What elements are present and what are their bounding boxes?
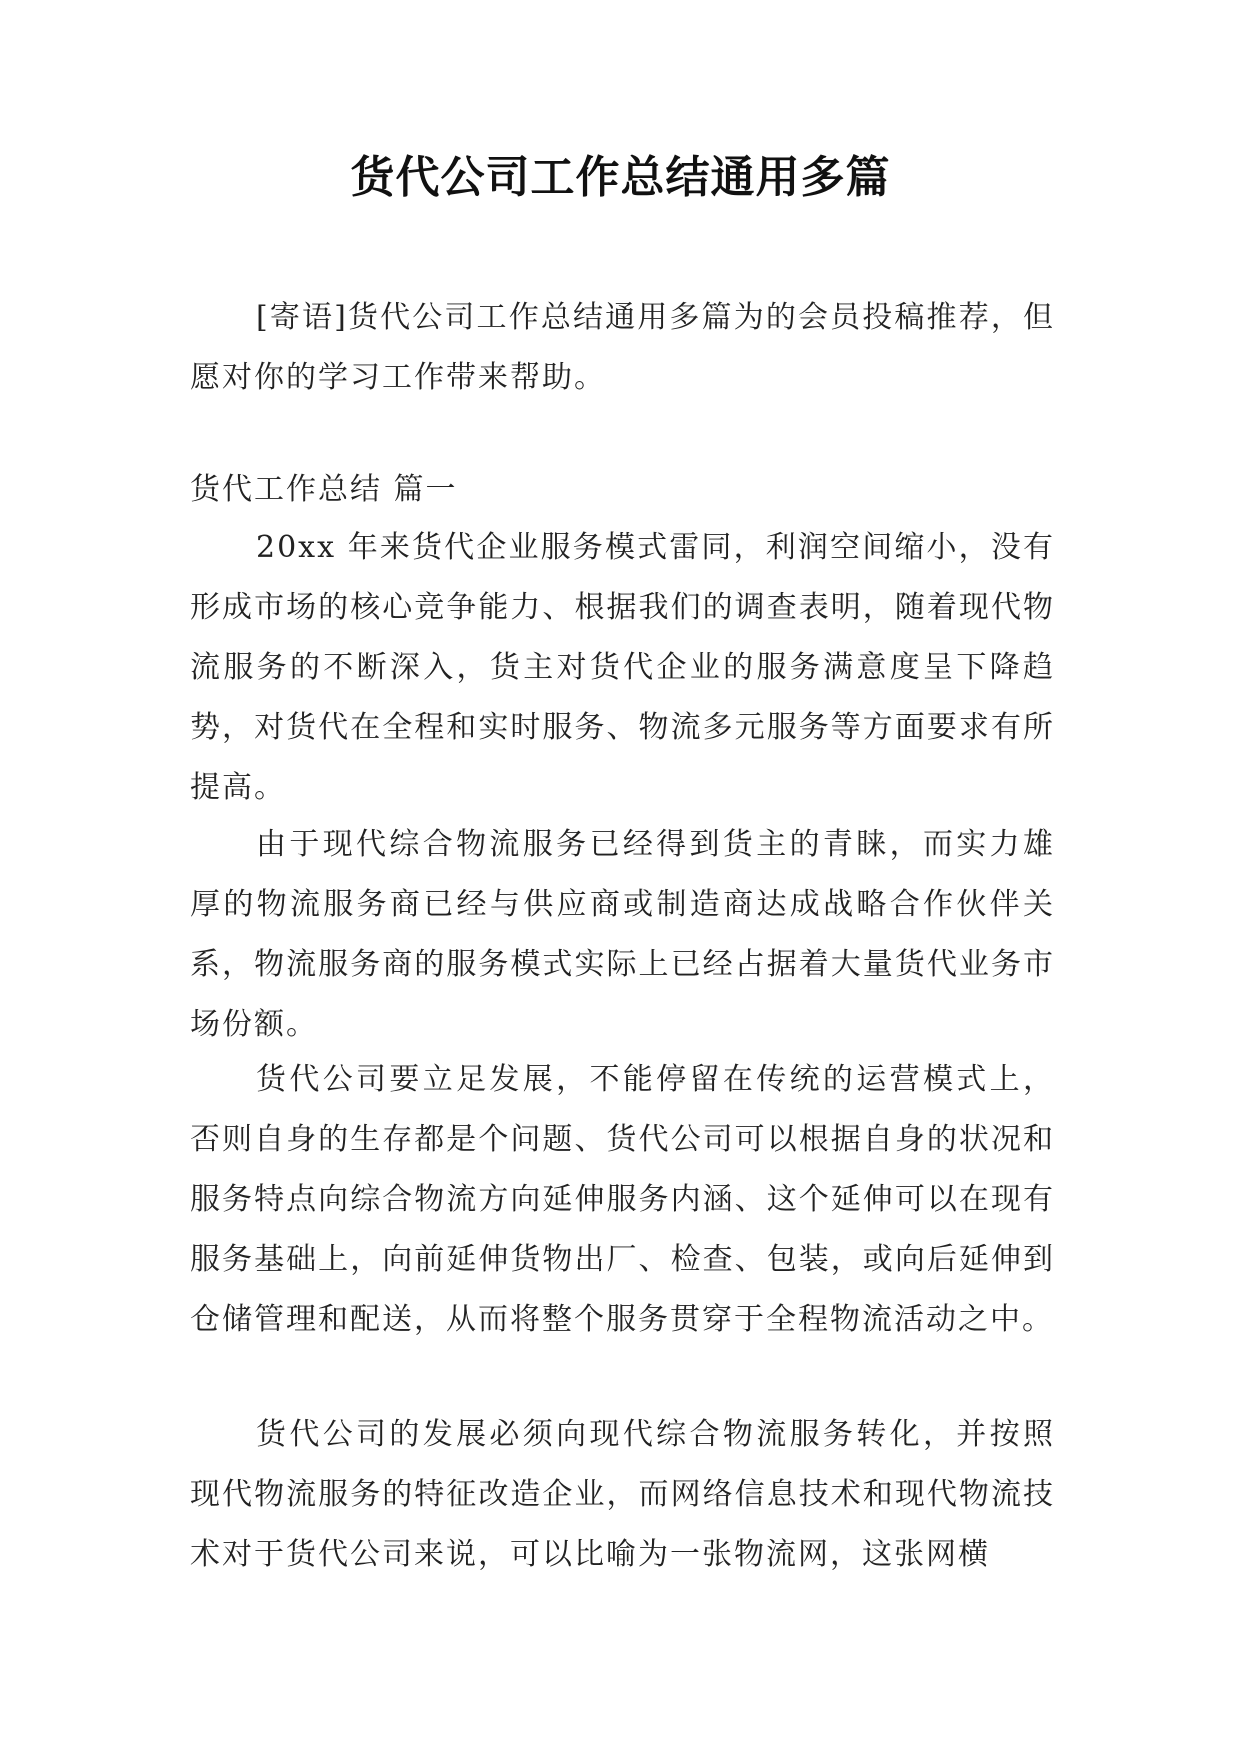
foreword-paragraph: [寄语]货代公司工作总结通用多篇为的会员投稿推荐，但愿对你的学习工作带来帮助。 (190, 300, 1055, 395)
body-paragraph-3: 货代公司要立足发展，不能停留在传统的运营模式上，否则自身的生存都是个问题、货代公司可以根据自身的状况和服务特点向综合物流方向延伸服务内涵、这个延伸可以在现有服务基础上，向前延伸货物出厂、检查、包装，或向后延伸到仓储管理和配送，从而将整个服务贯穿于全程物流活动之中。 (190, 1062, 1055, 1337)
body-paragraph-4: 货代公司的发展必须向现代综合物流服务转化，并按照现代物流服务的特征改造企业，而网络信息技术和现代物流技术对于货代公司来说，可以比喻为一张物流网，这张网横 (190, 1417, 1055, 1572)
section-heading: 货代工作总结 篇一 (190, 472, 458, 507)
document-title: 货代公司工作总结通用多篇 (350, 152, 891, 203)
body-paragraph-1: 20xx 年来货代企业服务模式雷同，利润空间缩小，没有形成市场的核心竞争能力、根据我们的调查表明，随着现代物流服务的不断深入，货主对货代企业的服务满意度呈下降趋势，对货代在全程和实时服务、物流多元服务等方面要求有所提高。 (190, 530, 1055, 805)
body-paragraph-2: 由于现代综合物流服务已经得到货主的青睐，而实力雄厚的物流服务商已经与供应商或制造商达成战略合作伙伴关系，物流服务商的服务模式实际上已经占据着大量货代业务市场份额。 (190, 827, 1055, 1042)
